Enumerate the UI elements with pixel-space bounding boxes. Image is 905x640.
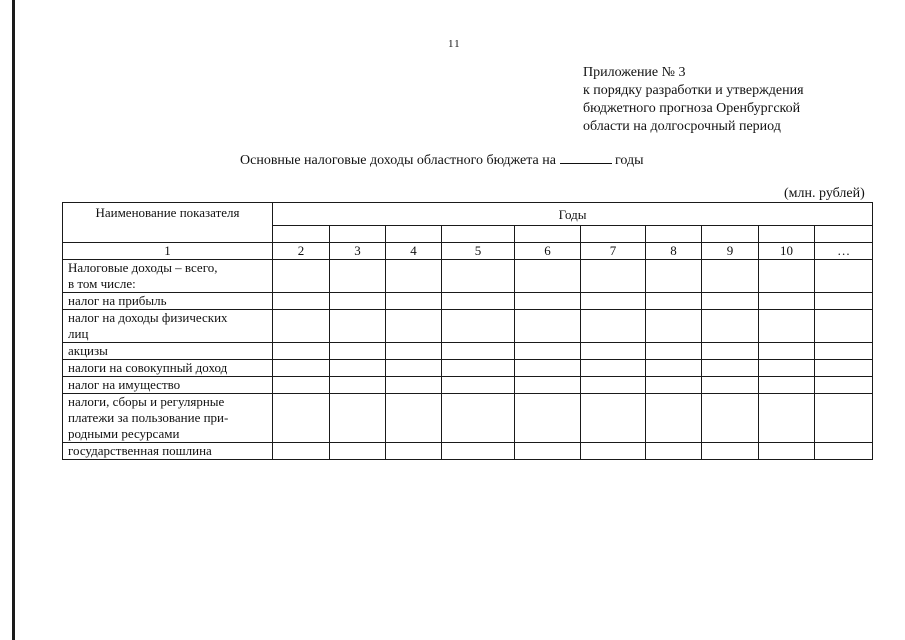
value-cell	[330, 260, 386, 293]
value-cell	[581, 260, 646, 293]
appendix-line: бюджетного прогноза Оренбургской	[583, 101, 801, 116]
appendix-line: к порядку разработки и утверждения	[583, 83, 804, 98]
value-cell	[442, 310, 515, 343]
value-cell	[815, 293, 873, 310]
year-cell	[386, 226, 442, 243]
value-cell	[702, 343, 759, 360]
value-cell	[815, 443, 873, 460]
value-cell	[815, 310, 873, 343]
value-cell	[646, 377, 702, 394]
value-cell	[759, 377, 815, 394]
value-cell	[330, 443, 386, 460]
column-number: 7	[581, 243, 646, 260]
year-cell	[815, 226, 873, 243]
value-cell	[581, 377, 646, 394]
value-cell	[702, 394, 759, 443]
year-cell	[273, 226, 330, 243]
indicator-label: налоги на совокупный доход	[63, 360, 273, 377]
value-cell	[581, 360, 646, 377]
value-cell	[815, 343, 873, 360]
value-cell	[386, 310, 442, 343]
document-title	[240, 151, 643, 169]
value-cell	[330, 310, 386, 343]
value-cell	[759, 360, 815, 377]
value-cell	[386, 443, 442, 460]
indicator-label: налоги, сборы и регулярные платежи за пользование при- родными ресурсами	[63, 394, 273, 443]
column-number: 6	[515, 243, 581, 260]
page-left-edge-rule	[12, 0, 15, 640]
value-cell	[442, 443, 515, 460]
table-row	[63, 293, 873, 310]
title-text-after: годы	[614, 153, 644, 168]
value-cell	[759, 310, 815, 343]
table-row	[63, 343, 873, 360]
column-number-row	[63, 243, 873, 260]
value-cell	[330, 394, 386, 443]
value-cell	[442, 360, 515, 377]
value-cell	[386, 360, 442, 377]
column-number: 4	[386, 243, 442, 260]
value-cell	[515, 310, 581, 343]
value-cell	[702, 293, 759, 310]
value-cell	[759, 343, 815, 360]
value-cell	[646, 343, 702, 360]
column-number: 9	[702, 243, 759, 260]
column-number: 1	[63, 243, 273, 260]
header-years: Годы	[273, 203, 873, 226]
value-cell	[273, 394, 330, 443]
indicator-label: акцизы	[63, 343, 273, 360]
value-cell	[515, 293, 581, 310]
indicator-label: налог на доходы физических лиц	[63, 310, 273, 343]
value-cell	[442, 293, 515, 310]
value-cell	[646, 394, 702, 443]
value-cell	[646, 260, 702, 293]
value-cell	[330, 360, 386, 377]
value-cell	[815, 377, 873, 394]
value-cell	[330, 343, 386, 360]
value-cell	[386, 293, 442, 310]
value-cell	[442, 343, 515, 360]
table-row	[63, 260, 873, 293]
value-cell	[646, 443, 702, 460]
value-cell	[815, 394, 873, 443]
value-cell	[702, 310, 759, 343]
value-cell	[702, 360, 759, 377]
value-cell	[442, 377, 515, 394]
title-text-before: Основные налоговые доходы областного бюджета на	[240, 153, 556, 168]
value-cell	[386, 394, 442, 443]
appendix-note	[583, 64, 804, 136]
value-cell	[273, 377, 330, 394]
table-row	[63, 360, 873, 377]
value-cell	[386, 260, 442, 293]
table-row	[63, 443, 873, 460]
indicator-label: налог на имущество	[63, 377, 273, 394]
value-cell	[515, 360, 581, 377]
column-number: …	[815, 243, 873, 260]
year-cell	[330, 226, 386, 243]
value-cell	[702, 443, 759, 460]
title-year-blank	[560, 151, 612, 164]
value-cell	[581, 443, 646, 460]
value-cell	[515, 443, 581, 460]
value-cell	[515, 260, 581, 293]
year-cell	[442, 226, 515, 243]
page-number: 11	[448, 38, 461, 50]
year-cell	[759, 226, 815, 243]
tax-revenue-table	[62, 202, 873, 460]
indicator-label: государственная пошлина	[63, 443, 273, 460]
column-number: 5	[442, 243, 515, 260]
indicator-label: налог на прибыль	[63, 293, 273, 310]
value-cell	[273, 310, 330, 343]
table-header-row	[63, 203, 873, 226]
year-cell	[515, 226, 581, 243]
indicator-label: Налоговые доходы – всего, в том числе:	[63, 260, 273, 293]
value-cell	[815, 260, 873, 293]
column-number: 2	[273, 243, 330, 260]
table-row	[63, 394, 873, 443]
value-cell	[759, 293, 815, 310]
header-indicator-name: Наименование показателя	[63, 203, 273, 243]
year-cell	[581, 226, 646, 243]
value-cell	[442, 394, 515, 443]
value-cell	[330, 377, 386, 394]
table-row	[63, 377, 873, 394]
value-cell	[815, 360, 873, 377]
value-cell	[646, 310, 702, 343]
value-cell	[581, 343, 646, 360]
value-cell	[273, 260, 330, 293]
appendix-line: области на долгосрочный период	[583, 119, 781, 134]
table-row	[63, 310, 873, 343]
value-cell	[581, 394, 646, 443]
value-cell	[273, 443, 330, 460]
value-cell	[273, 293, 330, 310]
year-cell	[646, 226, 702, 243]
value-cell	[515, 343, 581, 360]
value-cell	[702, 260, 759, 293]
value-cell	[515, 394, 581, 443]
value-cell	[759, 394, 815, 443]
value-cell	[442, 260, 515, 293]
value-cell	[386, 343, 442, 360]
column-number: 3	[330, 243, 386, 260]
value-cell	[273, 343, 330, 360]
appendix-line: Приложение № 3	[583, 65, 686, 80]
year-cell	[702, 226, 759, 243]
value-cell	[330, 293, 386, 310]
value-cell	[515, 377, 581, 394]
value-cell	[581, 310, 646, 343]
column-number: 10	[759, 243, 815, 260]
value-cell	[759, 260, 815, 293]
value-cell	[646, 360, 702, 377]
value-cell	[759, 443, 815, 460]
column-number: 8	[646, 243, 702, 260]
units-note: (млн. рублей)	[784, 186, 865, 201]
value-cell	[702, 377, 759, 394]
value-cell	[273, 360, 330, 377]
value-cell	[646, 293, 702, 310]
value-cell	[386, 377, 442, 394]
value-cell	[581, 293, 646, 310]
